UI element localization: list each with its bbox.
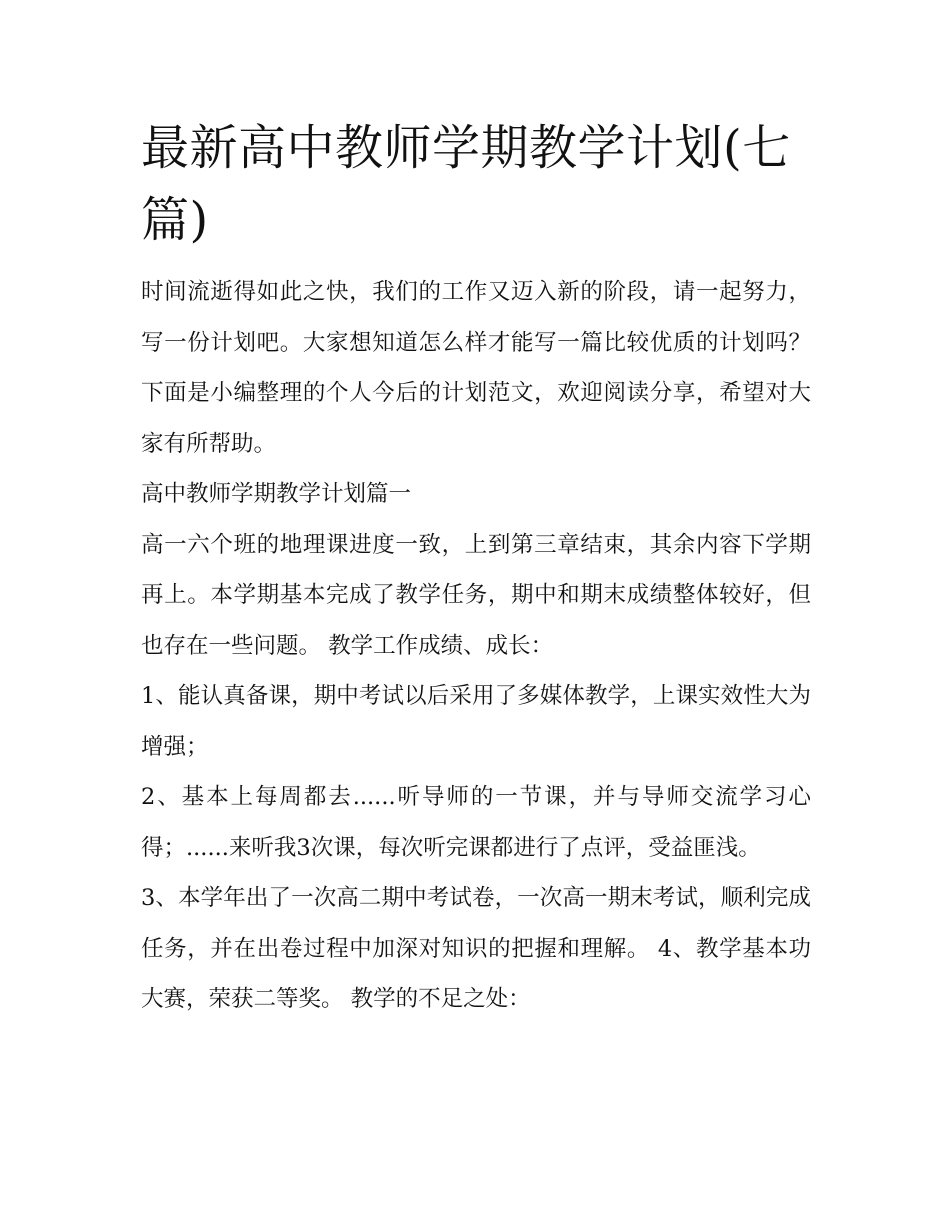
intro-paragraph: 时间流逝得如此之快，我们的工作又迈入新的阶段，请一起努力，写一份计划吧。大家想知道怎么样才能写一篇比较优质的计划吗？下面是小编整理的个人今后的计划范文，欢迎阅读分享，希望对大家有所帮助。 bbox=[141, 279, 811, 457]
section-heading: 高中教师学期教学计划篇一 bbox=[141, 481, 412, 507]
list-item-1: 1、能认真备课，期中考试以后采用了多媒体教学，上课实效性大为增强； bbox=[141, 683, 811, 760]
document-body bbox=[141, 112, 811, 1025]
document-title: 最新高中教师学期教学计划(七篇) bbox=[141, 120, 791, 248]
list-item-2: 2、基本上每周都去......听导师的一节课，并与导师交流学习心得；......来听我3次课，每次听完课都进行了点评，受益匪浅。 bbox=[141, 784, 811, 861]
list-item-3: 3、本学年出了一次高二期中考试卷，一次高一期末考试，顺利完成任务，并在出卷过程中加深对知识的把握和理解。 4、教学基本功大赛，荣获二等奖。 教学的不足之处： bbox=[141, 885, 811, 1012]
body-paragraph: 高一六个班的地理课进度一致，上到第三章结束，其余内容下学期再上。本学期基本完成了教学任务，期中和期末成绩整体较好，但也存在一些问题。 教学工作成绩、成长： bbox=[141, 531, 811, 659]
